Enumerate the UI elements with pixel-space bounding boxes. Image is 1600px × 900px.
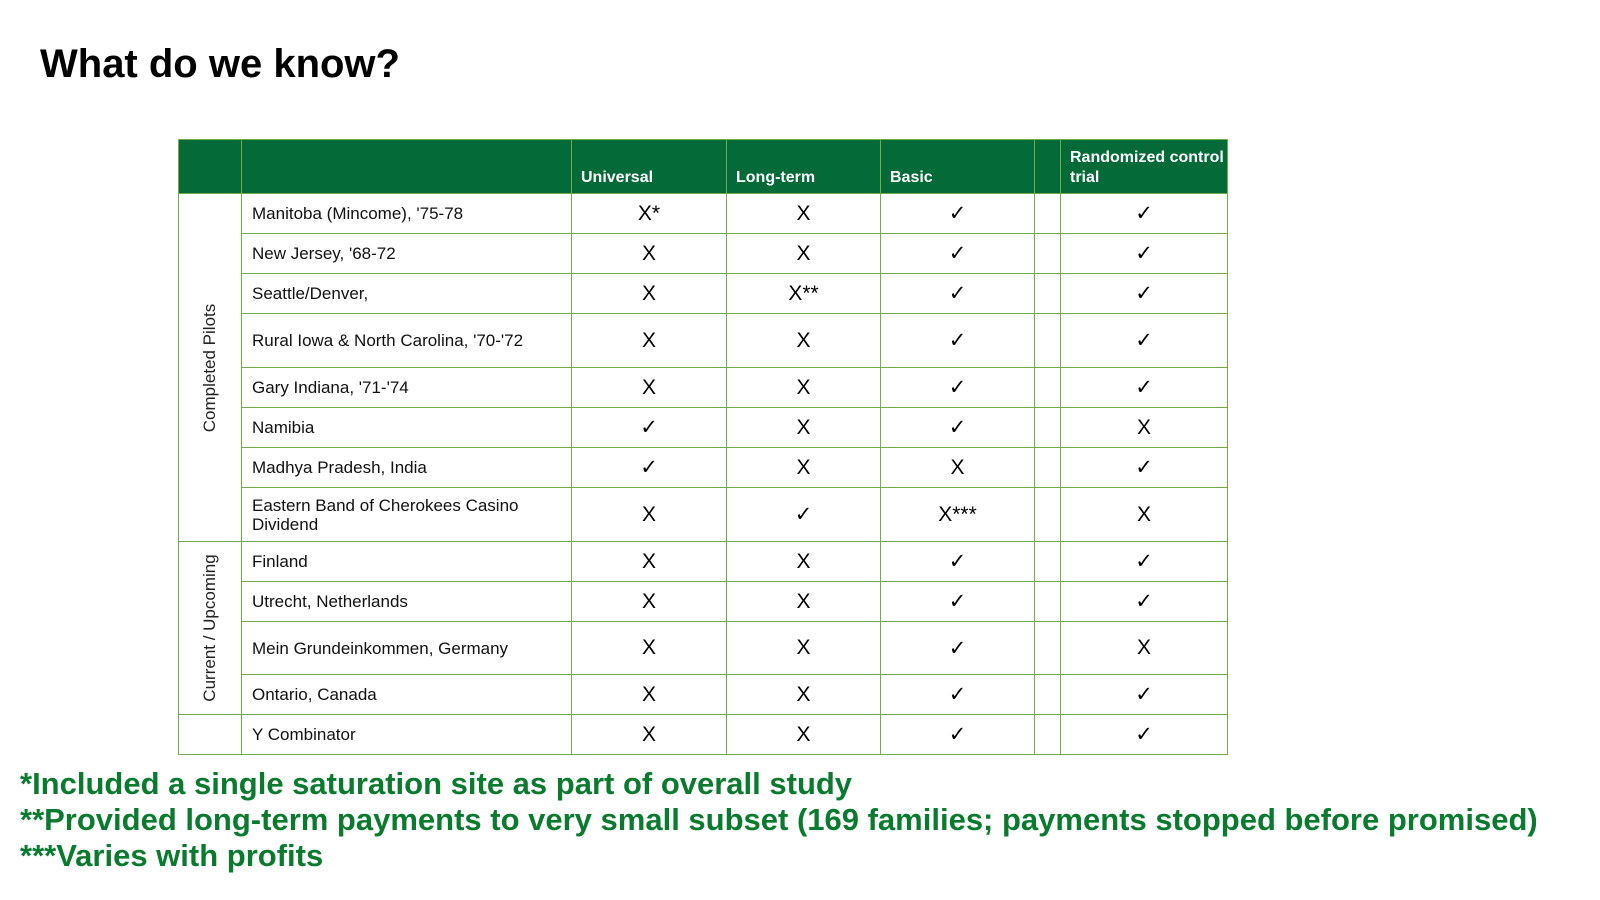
basic-cell: ✓ — [881, 408, 1035, 448]
table-row — [179, 715, 1228, 755]
universal-cell: ✓ — [572, 408, 727, 448]
pilots-table — [178, 139, 1228, 755]
spacer-cell — [1035, 622, 1061, 675]
program-name: Rural Iowa & North Carolina, '70-'72 — [242, 314, 572, 368]
spacer-cell — [1035, 368, 1061, 408]
rct-cell: X — [1061, 488, 1228, 542]
header-long-term: Long-term — [727, 140, 881, 194]
universal-cell: X — [572, 314, 727, 368]
rct-cell: ✓ — [1061, 234, 1228, 274]
long-term-cell: X** — [727, 274, 881, 314]
rct-cell: ✓ — [1061, 274, 1228, 314]
basic-cell: ✓ — [881, 622, 1035, 675]
long-term-cell: X — [727, 368, 881, 408]
footnotes — [20, 766, 1538, 874]
header-spacer — [1035, 140, 1061, 194]
group-label-completed: Completed Pilots — [200, 303, 219, 432]
long-term-cell: X — [727, 542, 881, 582]
spacer-cell — [1035, 675, 1061, 715]
rct-cell: X — [1061, 408, 1228, 448]
table-row — [179, 622, 1228, 675]
table-row — [179, 314, 1228, 368]
spacer-cell — [1035, 314, 1061, 368]
group-cell — [179, 194, 242, 542]
group-cell — [179, 715, 242, 755]
table-row — [179, 675, 1228, 715]
spacer-cell — [1035, 408, 1061, 448]
table-row — [179, 582, 1228, 622]
long-term-cell: X — [727, 448, 881, 488]
universal-cell: X — [572, 675, 727, 715]
footnote-3: ***Varies with profits — [20, 838, 324, 873]
universal-cell: X — [572, 715, 727, 755]
group-label-current: Current / Upcoming — [200, 554, 219, 702]
program-name: Finland — [242, 542, 572, 582]
universal-cell: X — [572, 234, 727, 274]
table-row — [179, 408, 1228, 448]
program-name: New Jersey, '68-72 — [242, 234, 572, 274]
spacer-cell — [1035, 274, 1061, 314]
header-rct: Randomized control trial — [1061, 140, 1228, 194]
basic-cell: ✓ — [881, 274, 1035, 314]
rct-cell: ✓ — [1061, 582, 1228, 622]
basic-cell: ✓ — [881, 194, 1035, 234]
universal-cell: X — [572, 622, 727, 675]
basic-cell: ✓ — [881, 582, 1035, 622]
universal-cell: X — [572, 488, 727, 542]
long-term-cell: X — [727, 622, 881, 675]
basic-cell: ✓ — [881, 234, 1035, 274]
universal-cell: X — [572, 368, 727, 408]
universal-cell: X — [572, 542, 727, 582]
program-name: Seattle/Denver, — [242, 274, 572, 314]
universal-cell: X — [572, 582, 727, 622]
header-group — [179, 140, 242, 194]
rct-cell: X — [1061, 622, 1228, 675]
rct-cell: ✓ — [1061, 675, 1228, 715]
spacer-cell — [1035, 194, 1061, 234]
table-row — [179, 448, 1228, 488]
header-basic: Basic — [881, 140, 1035, 194]
footnote-2: **Provided long-term payments to very small subset (169 families; payments stopped before promised) — [20, 802, 1538, 837]
program-name: Utrecht, Netherlands — [242, 582, 572, 622]
page-title: What do we know? — [40, 42, 400, 86]
table-row — [179, 368, 1228, 408]
rct-cell: ✓ — [1061, 194, 1228, 234]
long-term-cell: X — [727, 675, 881, 715]
header-name — [242, 140, 572, 194]
universal-cell: ✓ — [572, 448, 727, 488]
program-name: Eastern Band of Cherokees Casino Dividend — [242, 488, 572, 542]
long-term-cell: X — [727, 194, 881, 234]
basic-cell: ✓ — [881, 314, 1035, 368]
program-name: Mein Grundeinkommen, Germany — [242, 622, 572, 675]
header-row — [179, 140, 1228, 194]
long-term-cell: ✓ — [727, 488, 881, 542]
basic-cell: ✓ — [881, 542, 1035, 582]
long-term-cell: X — [727, 715, 881, 755]
table-row — [179, 234, 1228, 274]
spacer-cell — [1035, 488, 1061, 542]
basic-cell: ✓ — [881, 368, 1035, 408]
rct-cell: ✓ — [1061, 715, 1228, 755]
spacer-cell — [1035, 582, 1061, 622]
spacer-cell — [1035, 448, 1061, 488]
rct-cell: ✓ — [1061, 448, 1228, 488]
rct-cell: ✓ — [1061, 368, 1228, 408]
basic-cell: ✓ — [881, 675, 1035, 715]
long-term-cell: X — [727, 314, 881, 368]
table-row — [179, 274, 1228, 314]
basic-cell: ✓ — [881, 715, 1035, 755]
footnote-1: *Included a single saturation site as part of overall study — [20, 766, 853, 801]
group-cell — [179, 542, 242, 715]
program-name: Namibia — [242, 408, 572, 448]
spacer-cell — [1035, 234, 1061, 274]
basic-cell: X*** — [881, 488, 1035, 542]
basic-cell: X — [881, 448, 1035, 488]
program-name: Ontario, Canada — [242, 675, 572, 715]
program-name: Madhya Pradesh, India — [242, 448, 572, 488]
long-term-cell: X — [727, 234, 881, 274]
program-name: Gary Indiana, '71-'74 — [242, 368, 572, 408]
table-row — [179, 542, 1228, 582]
spacer-cell — [1035, 715, 1061, 755]
universal-cell: X — [572, 274, 727, 314]
header-universal: Universal — [572, 140, 727, 194]
universal-cell: X* — [572, 194, 727, 234]
table-row — [179, 194, 1228, 234]
spacer-cell — [1035, 542, 1061, 582]
rct-cell: ✓ — [1061, 542, 1228, 582]
long-term-cell: X — [727, 582, 881, 622]
long-term-cell: X — [727, 408, 881, 448]
rct-cell: ✓ — [1061, 314, 1228, 368]
program-name: Manitoba (Mincome), '75-78 — [242, 194, 572, 234]
table-row — [179, 488, 1228, 542]
program-name: Y Combinator — [242, 715, 572, 755]
